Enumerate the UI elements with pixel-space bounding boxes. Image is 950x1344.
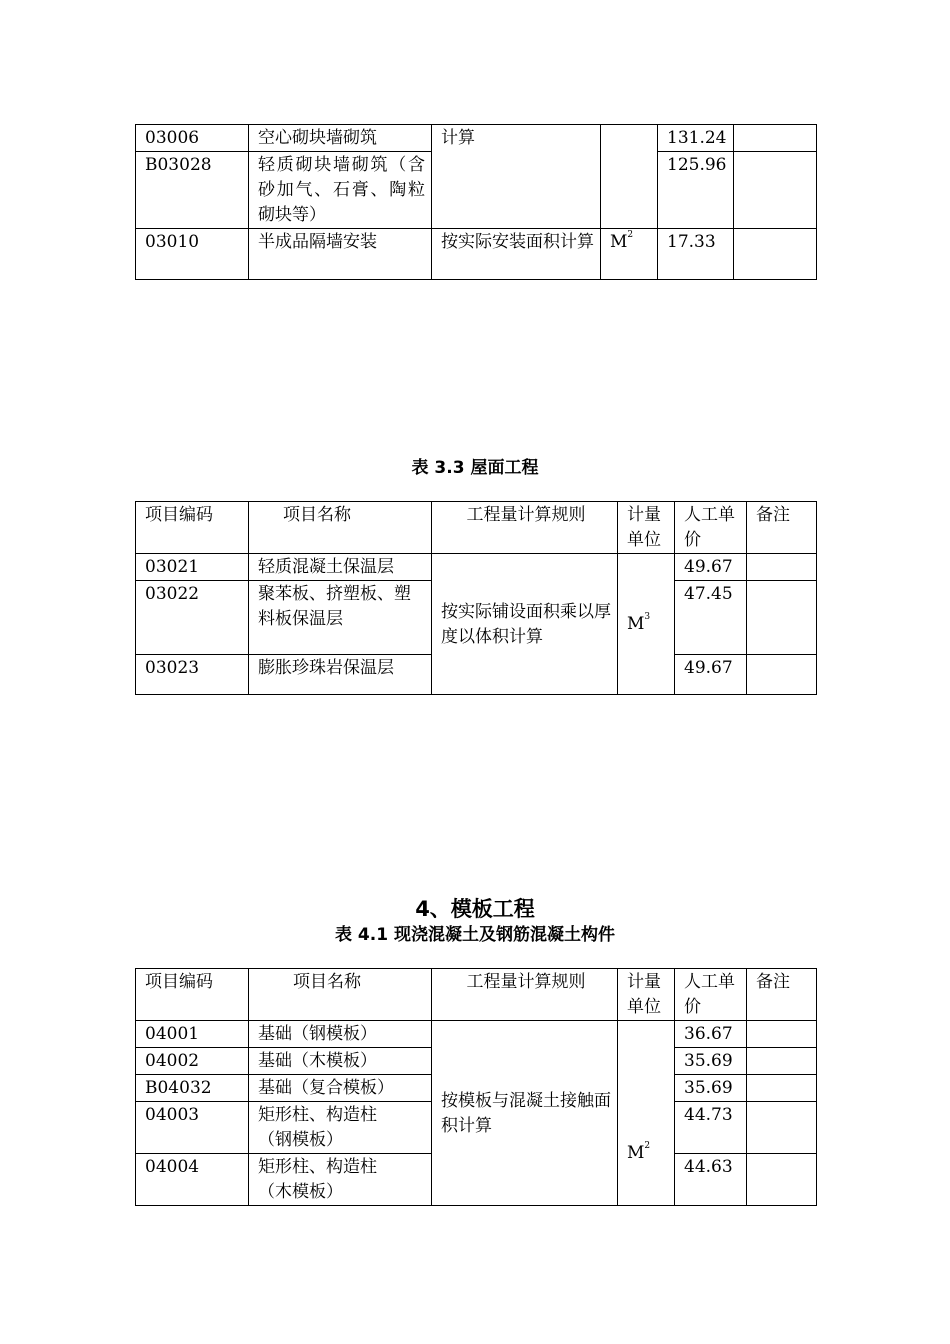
item-name: 轻质混凝土保温层 (249, 554, 432, 581)
item-name: 基础（木模板） (249, 1048, 432, 1075)
remark (747, 554, 817, 581)
item-name: 半成品隔墙安装 (249, 229, 432, 280)
item-code: 03022 (136, 581, 249, 655)
header-unit: 计量单位 (618, 502, 675, 554)
labor-price: 49.67 (675, 655, 747, 695)
item-code: 04002 (136, 1048, 249, 1075)
unit: $M^3$ (618, 554, 675, 695)
remark (747, 1075, 817, 1102)
remark (747, 1021, 817, 1048)
wall-masonry-table (135, 124, 817, 280)
item-code: 04001 (136, 1021, 249, 1048)
item-name: 空心砌块墙砌筑 (249, 125, 432, 152)
item-code: 04003 (136, 1102, 249, 1154)
item-name: 基础（复合模板） (249, 1075, 432, 1102)
header-note: 备注 (747, 969, 817, 1021)
remark (747, 581, 817, 655)
labor-price: 17.33 (658, 229, 734, 280)
unit (601, 125, 658, 229)
header-price: 人工单价 (675, 969, 747, 1021)
item-code: 03010 (136, 229, 249, 280)
item-name: 聚苯板、挤塑板、塑 料板保温层 (249, 581, 432, 655)
table-header-row (136, 502, 817, 554)
header-unit: 计量单位 (618, 969, 675, 1021)
labor-price: 36.67 (675, 1021, 747, 1048)
item-name: 矩形柱、构造柱 （木模板） (249, 1154, 432, 1206)
item-name: 基础（钢模板） (249, 1021, 432, 1048)
table-row (136, 229, 817, 280)
calc-rule: 按模板与混凝土接触面积计算 (432, 1021, 618, 1206)
header-code: 项目编码 (136, 502, 249, 554)
item-code: B04032 (136, 1075, 249, 1102)
unit: $M^2$ (618, 1021, 675, 1206)
formwork-table (135, 968, 817, 1206)
remark (747, 655, 817, 695)
labor-price: 35.69 (675, 1075, 747, 1102)
header-name: 项目名称 (249, 969, 432, 1021)
unit: $M^2$ (601, 229, 658, 280)
remark (747, 1102, 817, 1154)
table-row (136, 1021, 817, 1048)
remark (734, 125, 817, 152)
labor-price: 35.69 (675, 1048, 747, 1075)
item-name: 矩形柱、构造柱 （钢模板） (249, 1102, 432, 1154)
roofing-table (135, 501, 817, 695)
table-row (136, 554, 817, 581)
labor-price: 131.24 (658, 125, 734, 152)
item-code: 04004 (136, 1154, 249, 1206)
header-name: 项目名称 (249, 502, 432, 554)
header-price: 人工单价 (675, 502, 747, 554)
remark (734, 152, 817, 229)
header-note: 备注 (747, 502, 817, 554)
remark (747, 1154, 817, 1206)
item-name: 膨胀珍珠岩保温层 (249, 655, 432, 695)
item-code: 03006 (136, 125, 249, 152)
calc-rule: 计算 (432, 125, 601, 229)
item-code: B03028 (136, 152, 249, 229)
table-header-row (136, 969, 817, 1021)
item-name: 轻质砌块墙砌筑（含砂加气、石膏、陶粒砌块等） (249, 152, 432, 229)
table-title-roofing: 表 3.3 屋面工程 (411, 458, 539, 478)
labor-price: 125.96 (658, 152, 734, 229)
chapter-title: 4、模板工程 (415, 897, 535, 921)
labor-price: 44.73 (675, 1102, 747, 1154)
table-title-formwork: 表 4.1 现浇混凝土及钢筋混凝土构件 (335, 925, 615, 945)
calc-rule: 按实际安装面积计算 (432, 229, 601, 280)
calc-rule: 按实际铺设面积乘以厚度以体积计算 (432, 554, 618, 695)
table-row (136, 125, 817, 152)
labor-price: 44.63 (675, 1154, 747, 1206)
remark (734, 229, 817, 280)
item-code: 03023 (136, 655, 249, 695)
header-code: 项目编码 (136, 969, 249, 1021)
header-rule: 工程量计算规则 (432, 502, 618, 554)
labor-price: 47.45 (675, 581, 747, 655)
labor-price: 49.67 (675, 554, 747, 581)
item-code: 03021 (136, 554, 249, 581)
remark (747, 1048, 817, 1075)
header-rule: 工程量计算规则 (432, 969, 618, 1021)
